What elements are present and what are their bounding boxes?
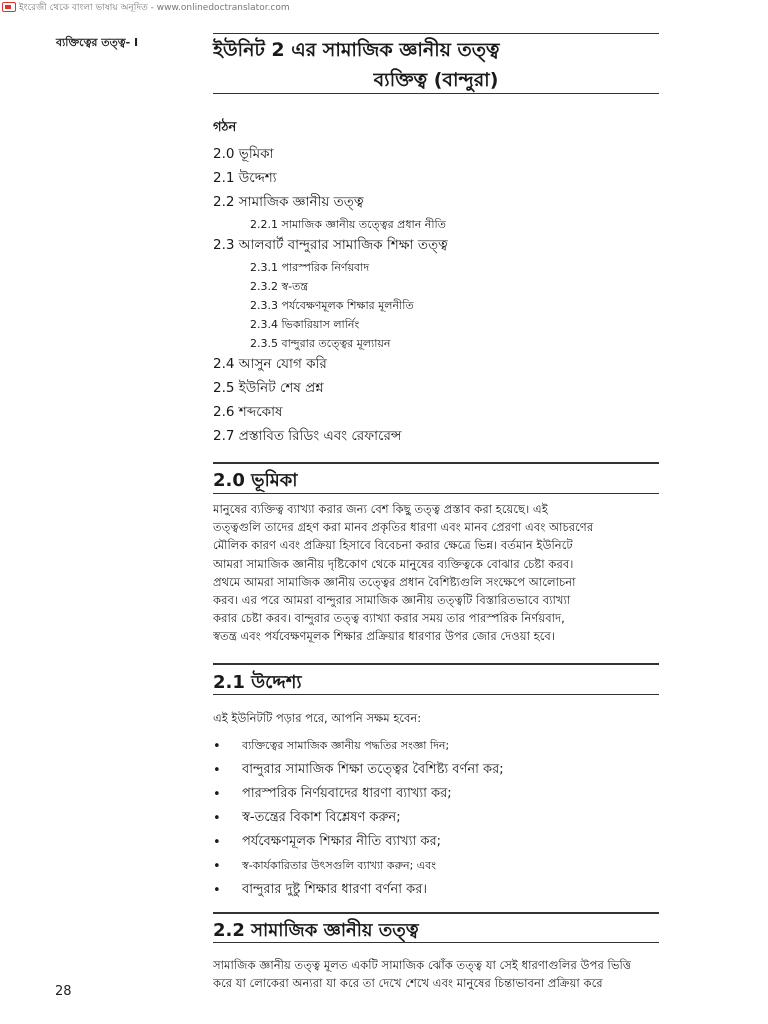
toc-item: 2.2.1 সামাজিক জ্ঞানীয় তত্ত্বের প্রধান নীতি	[250, 218, 446, 231]
toc-item: 2.3.5 বান্দুরার তত্ত্বের মূল্যায়ন	[250, 337, 391, 350]
paragraph-line: স্বতন্ত্র এবং পর্যবেক্ষণমূলক শিক্ষার প্রক্রিয়ার ধারণার উপর জোর দেওয়া হবে।	[213, 629, 555, 644]
paragraph-line: সামাজিক জ্ঞানীয় তত্ত্ব মূলত একটি সামাজিক ঝোঁক তত্ত্ব যা সেই ধারণাগুলির উপর ভিত্তি	[213, 958, 632, 972]
running-header: ব্যক্তিত্বের তত্ত্ব- I	[56, 36, 139, 49]
paragraph-line: মানুষের ব্যক্তিত্ব ব্যাখ্যা করার জন্য বেশ কিছু তত্ত্ব প্রস্তাব করা হয়েছে। এই	[213, 502, 548, 516]
toc-item: 2.3.1 পারস্পরিক নির্ণয়বাদ	[250, 261, 370, 274]
toc-item: 2.3 আলবার্ট বান্দুরার সামাজিক শিক্ষা তত্ত্ব	[213, 237, 448, 253]
toc-item: 2.5 ইউনিট শেষ প্রশ্ন	[213, 380, 324, 396]
section-heading-intro: 2.0 ভূমিকা	[213, 470, 298, 491]
section-rule-top	[213, 912, 659, 914]
list-item	[213, 734, 659, 758]
paragraph-line: আমরা সামাজিক জ্ঞানীয় দৃষ্টিকোণ থেকে মানুষের ব্যক্তিত্বকে বোঝার চেষ্টা করব।	[213, 556, 574, 571]
bullet-icon: •	[213, 762, 221, 778]
title-rule-top	[213, 33, 659, 34]
section-rule-bottom	[213, 493, 659, 494]
section-rule-top	[213, 663, 659, 665]
toc-item: 2.6 শব্দকোষ	[213, 404, 283, 420]
watermark-text: ইংরেজী থেকে বাংলা ভাষায় অনূদিত - www.onlinedoctranslator.com	[19, 2, 290, 13]
paragraph-line: করে যা লোকেরা অন্যরা যা করে তা দেখে শেখে এবং মানুষের চিন্তাভাবনা প্রক্রিয়া করে	[213, 976, 603, 991]
list-item	[213, 878, 659, 902]
section-heading-objectives: 2.1 উদ্দেশ্য	[213, 672, 302, 693]
objectives-list	[213, 734, 659, 902]
list-item	[213, 758, 659, 782]
paragraph-line: করব। এর পরে আমরা বান্দুরার সামাজিক জ্ঞানীয় তত্ত্বটি বিস্তারিতভাবে ব্যাখ্যা	[213, 593, 571, 608]
intro-paragraph	[213, 500, 659, 646]
list-item-text: ব্যক্তিত্বের সামাজিক জ্ঞানীয় পদ্ধতির সংজ্ঞা দিন;	[242, 738, 450, 752]
toc-item: 2.3.2 স্ব-তন্ত্র	[250, 280, 309, 293]
title-rule-bottom	[213, 93, 659, 94]
list-item-text: স্ব-তন্ত্রের বিকাশ বিশ্লেষণ করুন;	[242, 809, 401, 825]
list-item-text: পর্যবেক্ষণমূলক শিক্ষার নীতি ব্যাখ্যা কর;	[242, 833, 441, 849]
structure-label: গঠন	[213, 120, 237, 135]
bullet-icon: •	[213, 858, 221, 874]
list-item-text: বান্দুরার সামাজিক শিক্ষা তত্ত্বের বৈশিষ্ট্য বর্ণনা কর;	[242, 761, 504, 777]
list-item	[213, 806, 659, 830]
watermark	[0, 0, 290, 14]
toc-item: 2.3.3 পর্যবেক্ষণমূলক শিক্ষার মূলনীতি	[250, 299, 414, 312]
list-item-text: স্ব-কার্যকারিতার উৎসগুলি ব্যাখ্যা করুন; এবং	[242, 858, 437, 872]
bullet-icon: •	[213, 882, 221, 898]
translator-logo-icon	[2, 2, 16, 12]
page-title-line-2: ব্যক্তিত্ব (বান্দুরা)	[373, 69, 499, 91]
toc-item: 2.4 আসুন যোগ করি	[213, 356, 327, 372]
page-number: 28	[55, 984, 72, 999]
paragraph-line: তত্ত্বগুলি তাদের গ্রহণ করা মানব প্রকৃতির ধারণা এবং মানব প্রেরণা এবং আচরণের	[213, 520, 594, 535]
section-rule-bottom	[213, 694, 659, 695]
list-item	[213, 830, 659, 854]
table-of-contents	[213, 144, 659, 450]
bullet-icon: •	[213, 810, 221, 826]
bullet-icon: •	[213, 834, 221, 850]
paragraph-line: করার চেষ্টা করব। বান্দুরার তত্ত্ব ব্যাখ্যা করার সময় তার পারস্পরিক নির্ণয়বাদ,	[213, 611, 565, 626]
theory-paragraph	[213, 956, 659, 992]
paragraph-line: মৌলিক কারণ এবং প্রক্রিয়া হিসাবে বিবেচনা করার ক্ষেত্রে ভিন্ন। বর্তমান ইউনিটে	[213, 538, 573, 553]
section-rule-top	[213, 462, 659, 464]
toc-item: 2.7 প্রস্তাবিত রিডিং এবং রেফারেন্স	[213, 428, 402, 444]
toc-item: 2.2 সামাজিক জ্ঞানীয় তত্ত্ব	[213, 194, 364, 210]
bullet-icon: •	[213, 738, 221, 754]
objectives-intro: এই ইউনিটটি পড়ার পরে, আপনি সক্ষম হবেন:	[213, 711, 422, 725]
section-heading-theory: 2.2 সামাজিক জ্ঞানীয় তত্ত্ব	[213, 920, 419, 941]
toc-item: 2.3.4 ভিকারিয়াস লার্নিং	[250, 318, 360, 331]
list-item	[213, 782, 659, 806]
list-item	[213, 854, 659, 878]
paragraph-line: প্রথমে আমরা সামাজিক জ্ঞানীয় তত্ত্বের প্রধান বৈশিষ্ট্যগুলি সংক্ষেপে আলোচনা	[213, 574, 576, 589]
page-title-line-1: ইউনিট 2 এর সামাজিক জ্ঞানীয় তত্ত্ব	[213, 39, 500, 61]
list-item-text: বান্দুরার দুষ্টু শিক্ষার ধারণা বর্ণনা কর।	[242, 881, 428, 897]
toc-item: 2.1 উদ্দেশ্য	[213, 170, 277, 186]
bullet-icon: •	[213, 786, 221, 802]
section-rule-bottom	[213, 942, 659, 943]
toc-item: 2.0 ভূমিকা	[213, 146, 274, 162]
list-item-text: পারস্পরিক নির্ণয়বাদের ধারণা ব্যাখ্যা কর;	[242, 785, 452, 801]
